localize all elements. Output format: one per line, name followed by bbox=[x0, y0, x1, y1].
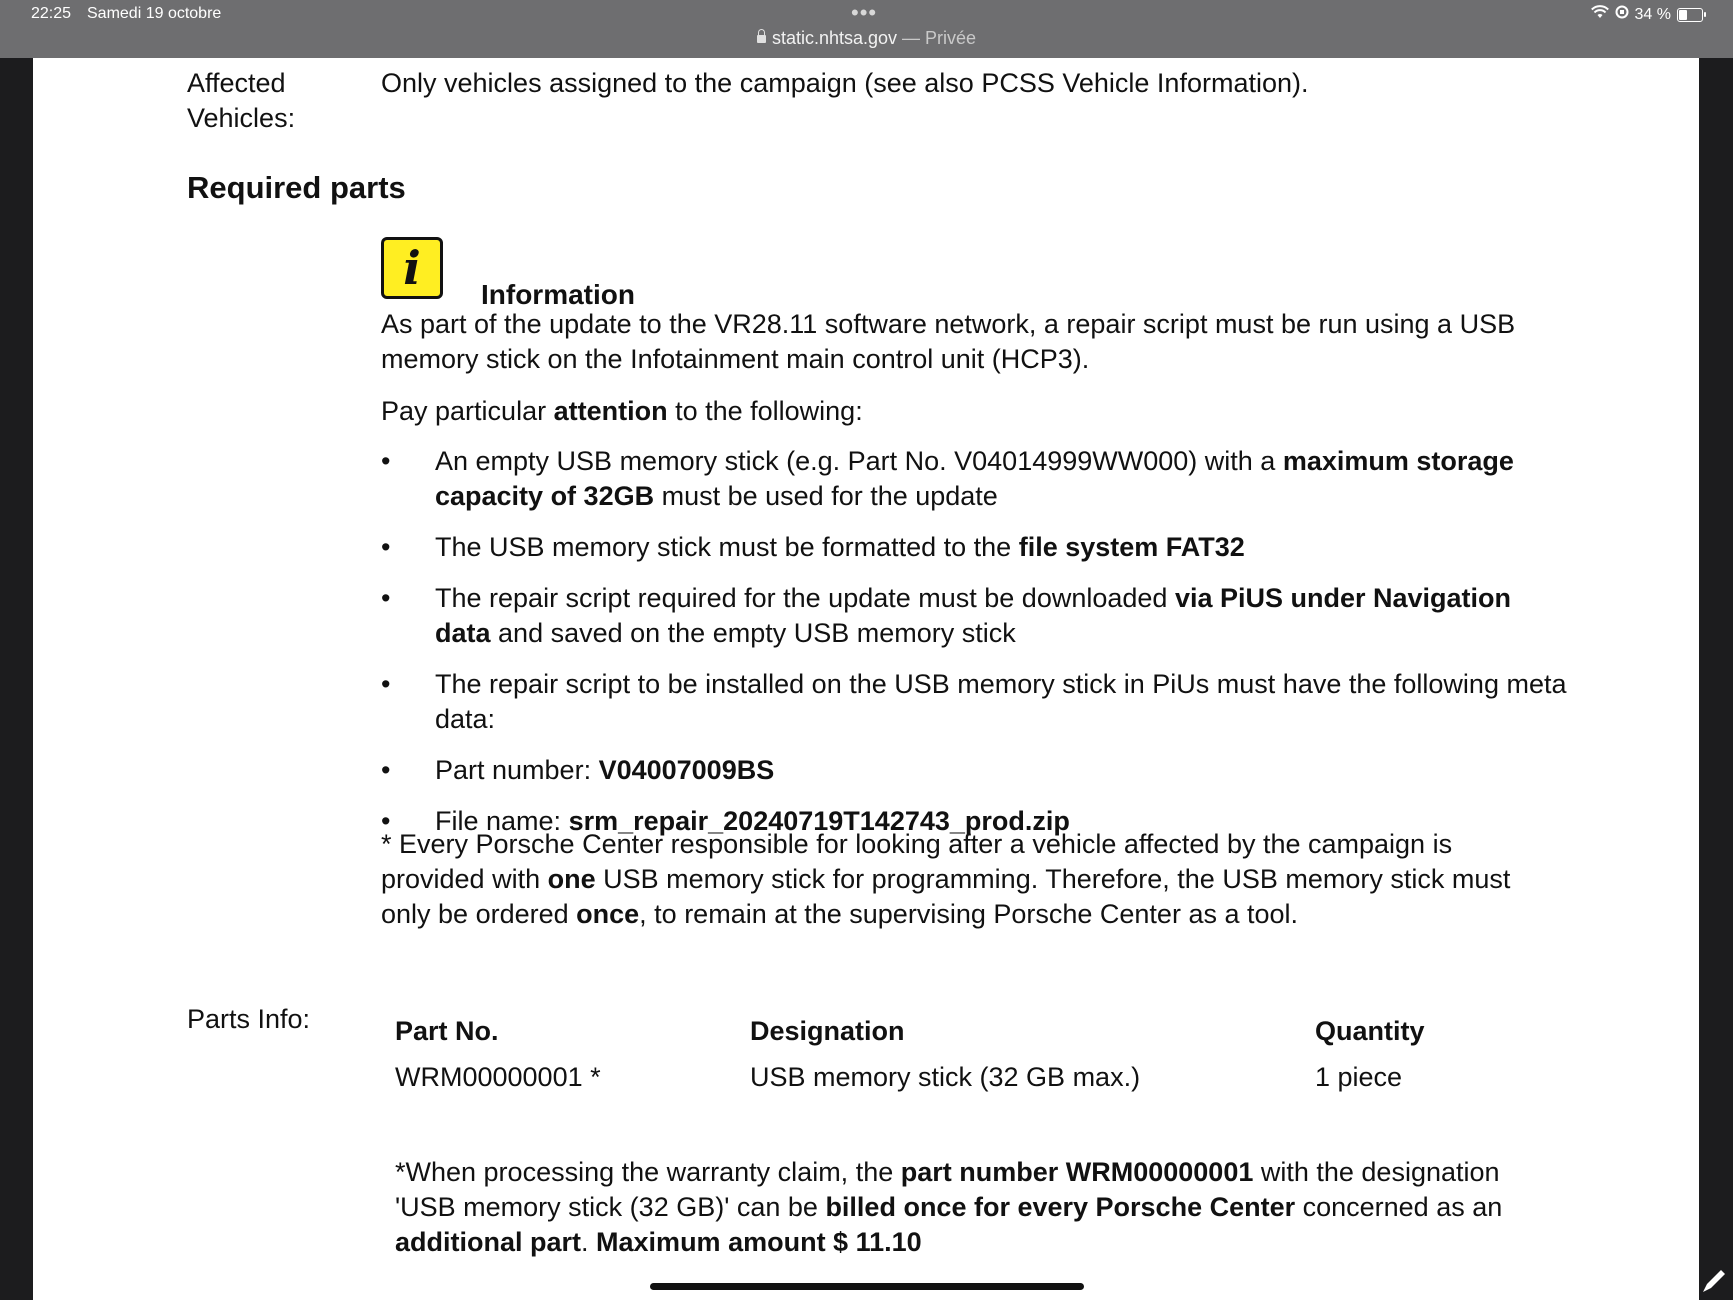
lock-icon bbox=[757, 35, 766, 43]
script-part-number: V04007009BS bbox=[598, 755, 775, 785]
information-title: Information bbox=[481, 279, 635, 310]
column-header: Quantity bbox=[1315, 1015, 1425, 1046]
affected-vehicles-label: Affected Vehicles: bbox=[187, 68, 296, 133]
url-text: static.nhtsa.gov bbox=[771, 28, 898, 48]
requirements-list bbox=[381, 444, 1571, 855]
status-date: Samedi 19 octobre bbox=[87, 5, 222, 22]
list-item: • File name: srm_repair_20240719T142743_prod.zip bbox=[381, 804, 1571, 839]
list-item: • An empty USB memory stick (e.g. Part No. V04014999WW000) with a maximum storage capacity of 32GB must be used for the update bbox=[381, 444, 1571, 514]
list-item: • The repair script required for the update must be downloaded via PiUS under Navigation data and saved on the empty USB memory stick bbox=[381, 581, 1571, 651]
battery-percent: 34 % bbox=[1634, 5, 1671, 23]
document-page bbox=[33, 58, 1699, 1300]
list-item: • The USB memory stick must be formatted to the file system FAT32 bbox=[381, 530, 1571, 565]
list-item: • The repair script to be installed on the USB memory stick in PiUs must have the following meta data: bbox=[381, 667, 1571, 737]
information-icon: i bbox=[381, 237, 443, 299]
footnote-text: * Every Porsche Center responsible for looking after a vehicle affected by the campaign is provided with one USB memory stick for programming. Therefore, the USB memory stick must only be ordered once, to remain at the supervising Porsche Center as a tool. bbox=[381, 829, 1511, 929]
warranty-note: *When processing the warranty claim, the part number WRM00000001 with the designation 'USB memory stick (32 GB)' can be billed once for every Porsche Center concerned as an additional part. Maximum amount $ 11.10 bbox=[395, 1157, 1503, 1257]
list-item: • Part number: V04007009BS bbox=[381, 753, 1571, 788]
parts-table bbox=[395, 1012, 1515, 1104]
table-cell: WRM00000001 * bbox=[395, 1061, 601, 1092]
script-file-name: srm_repair_20240719T142743_prod.zip bbox=[568, 806, 1070, 836]
pencil-icon[interactable] bbox=[1697, 1250, 1733, 1300]
table-cell: USB memory stick (32 GB max.) bbox=[750, 1061, 1141, 1092]
affected-vehicles-text: Only vehicles assigned to the campaign (see also PCSS Vehicle Information). bbox=[381, 68, 1309, 98]
column-header: Designation bbox=[750, 1015, 905, 1046]
table-row bbox=[395, 1050, 1515, 1104]
browser-top-bar bbox=[0, 0, 1733, 58]
home-indicator[interactable] bbox=[650, 1283, 1084, 1290]
address-bar[interactable]: static.nhtsa.gov — Privée bbox=[0, 28, 1733, 49]
information-text: As part of the update to the VR28.11 software network, a repair script must be run using a USB memory stick on the Infotainment main control unit (HCP3). bbox=[381, 309, 1516, 374]
required-parts-heading: Required parts bbox=[187, 170, 406, 205]
wifi-icon bbox=[1591, 5, 1609, 24]
status-time: 22:25 bbox=[31, 5, 72, 22]
battery-icon bbox=[1677, 8, 1703, 22]
table-header-row bbox=[395, 1012, 1515, 1050]
table-cell: 1 piece bbox=[1315, 1061, 1403, 1092]
orientation-lock-icon bbox=[1615, 5, 1629, 24]
attention-line: Pay particular attention to the following: bbox=[381, 396, 863, 426]
more-dots-icon[interactable]: ••• bbox=[851, 0, 878, 25]
private-mode-label: Privée bbox=[925, 28, 977, 48]
parts-info-label: Parts Info: bbox=[187, 1004, 311, 1034]
status-indicators bbox=[1591, 5, 1703, 24]
column-header: Part No. bbox=[395, 1015, 499, 1046]
